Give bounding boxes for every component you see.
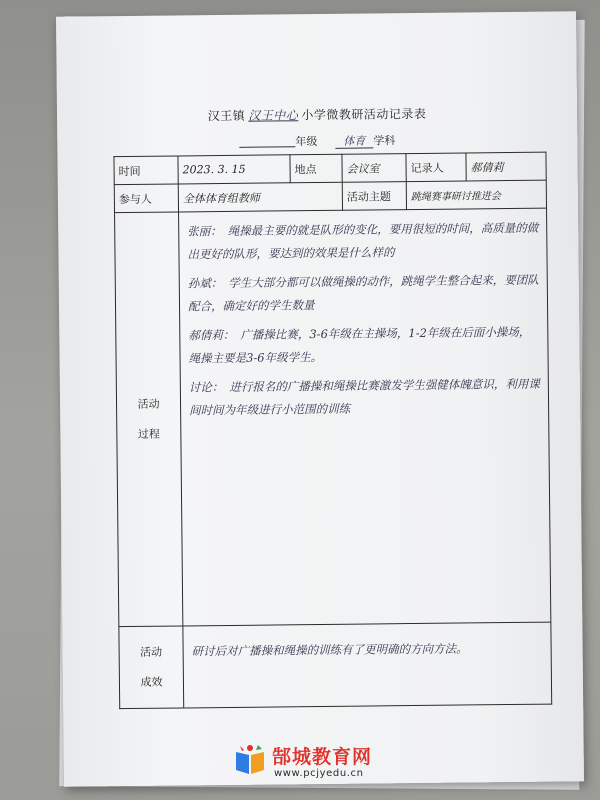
recorder-label: 记录人 <box>406 153 466 182</box>
subject-label: 学科 <box>373 134 396 148</box>
participants-label: 参与人 <box>114 184 178 213</box>
school-name-handwritten: 汉王中心 <box>248 108 299 123</box>
result-text: 研讨后对广播操和绳操的训练有了更明确的方向方法。 <box>191 641 468 659</box>
process-content <box>179 208 551 626</box>
place-value: 会议室 <box>342 154 406 183</box>
process-label-1: 活动 <box>137 397 160 411</box>
recorder-value: 郝倩莉 <box>466 152 546 181</box>
row-participants <box>114 180 546 213</box>
result-label-1: 活动 <box>140 645 163 659</box>
site-name: 郜城教育网 <box>272 746 373 768</box>
title-text: 小学微教研活动记录表 <box>301 106 427 123</box>
record-sheet <box>56 11 584 786</box>
process-entry: 张丽： 绳操最主要的就是队形的变化，要用很短的时间，高质量的做出更好的队形，要达到的效果是什么样的 <box>187 220 539 262</box>
row-process <box>115 208 551 627</box>
theme-value: 跳绳赛事研讨推进会 <box>406 180 546 209</box>
site-url: www.pcjyedu.cn <box>274 768 364 779</box>
process-entry: 孙斌： 学生大部分都可以做绳操的动作，跳绳学生整合起来，要团队配合，确定好的学生数量 <box>187 272 539 314</box>
process-label-cell <box>115 212 183 627</box>
theme-label: 活动主题 <box>342 182 406 211</box>
town-name: 汉王镇 <box>207 108 246 124</box>
subject-handwritten: 体育 <box>335 134 373 148</box>
result-label-cell <box>119 626 184 709</box>
time-value: 2023. 3. 15 <box>178 155 290 184</box>
grade-blank <box>239 146 295 148</box>
grade-label: 年级 <box>295 135 318 149</box>
place-label: 地点 <box>290 154 342 183</box>
process-entry: 讨论： 进行报名的广播操和绳操比赛激发学生强健体魄意识，利用课间时间为年级进行小范围的训练 <box>188 376 540 418</box>
result-label-2: 成效 <box>140 675 163 689</box>
grade-subject-line <box>57 130 577 151</box>
sheet-title <box>57 103 577 125</box>
participants-value: 全体体育组教师 <box>178 182 342 212</box>
process-label-2: 过程 <box>137 427 160 441</box>
row-time <box>114 152 546 185</box>
book-logo-icon <box>232 742 268 776</box>
time-label: 时间 <box>114 156 178 185</box>
row-result <box>119 622 552 709</box>
site-watermark <box>232 742 428 786</box>
process-entry: 郝倩莉： 广播操比赛，3-6年级在主操场，1-2年级在后面小操场，绳操主要是3-6年级学生。 <box>188 324 531 366</box>
record-table <box>113 152 552 710</box>
result-content <box>183 622 552 708</box>
